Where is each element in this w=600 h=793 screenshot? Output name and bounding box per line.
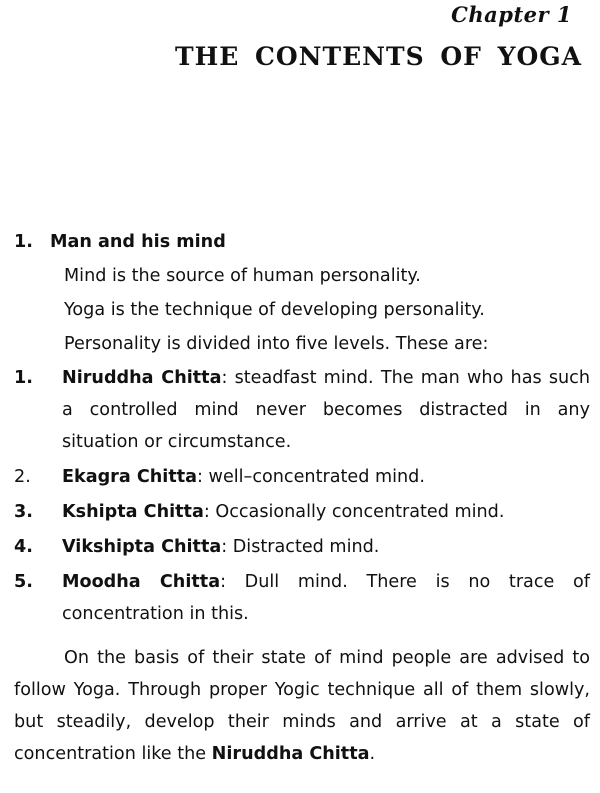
section-number: 1. — [14, 232, 33, 252]
closing-term: Niruddha Chitta — [211, 744, 370, 764]
levels-list — [14, 362, 590, 630]
list-item-number: 4. — [14, 537, 33, 557]
list-item-number: 5. — [14, 572, 33, 592]
closing-text: On the basis of their state of mind people are advised to follow Yoga. Through proper Yogic technique all of them slowly, but steadily, develop their minds and arrive at a state of concentration like the — [14, 648, 590, 764]
list-item-description: : steadfast mind. The man who has such a controlled mind never becomes distracted in any situation or circumstance. — [62, 368, 590, 452]
list-item — [14, 461, 590, 493]
intro-line: Yoga is the technique of developing personality. — [64, 300, 485, 320]
list-item-term: Ekagra Chitta — [62, 467, 198, 487]
list-item — [14, 496, 590, 528]
chapter-label: Chapter 1 — [451, 2, 572, 27]
list-item-number: 2. — [14, 467, 31, 487]
section-heading-text: Man and his mind — [50, 232, 226, 252]
list-item-content — [62, 496, 590, 528]
chapter-title: THE CONTENTS OF YOGA — [175, 42, 582, 71]
list-item-description: : Distracted mind. — [221, 537, 380, 557]
list-item — [14, 531, 590, 563]
section-heading — [14, 226, 590, 258]
list-item — [14, 362, 590, 458]
list-item-content — [62, 566, 590, 630]
list-item-number: 3. — [14, 502, 33, 522]
list-item-content — [62, 362, 590, 458]
list-item-term: Niruddha Chitta — [62, 368, 222, 388]
list-item-description: : well–concentrated mind. — [197, 467, 425, 487]
list-item-description: : Occasionally concentrated mind. — [203, 502, 505, 522]
list-item-description: : Dull mind. There is no trace of concentration in this. — [62, 572, 590, 624]
list-item-term: Vikshipta Chitta — [62, 537, 222, 557]
list-item-term: Kshipta Chitta — [62, 502, 204, 522]
list-item-content — [62, 531, 590, 563]
list-item-number: 1. — [14, 368, 33, 388]
intro-line: Mind is the source of human personality. — [64, 266, 421, 286]
list-item-term: Moodha Chitta — [62, 572, 221, 592]
closing-paragraph — [14, 642, 590, 770]
page-body — [14, 226, 590, 788]
intro-line: Personality is divided into five levels. These are: — [64, 334, 489, 354]
list-item-content — [62, 461, 590, 493]
closing-end: . — [369, 744, 376, 764]
list-item — [14, 566, 590, 630]
